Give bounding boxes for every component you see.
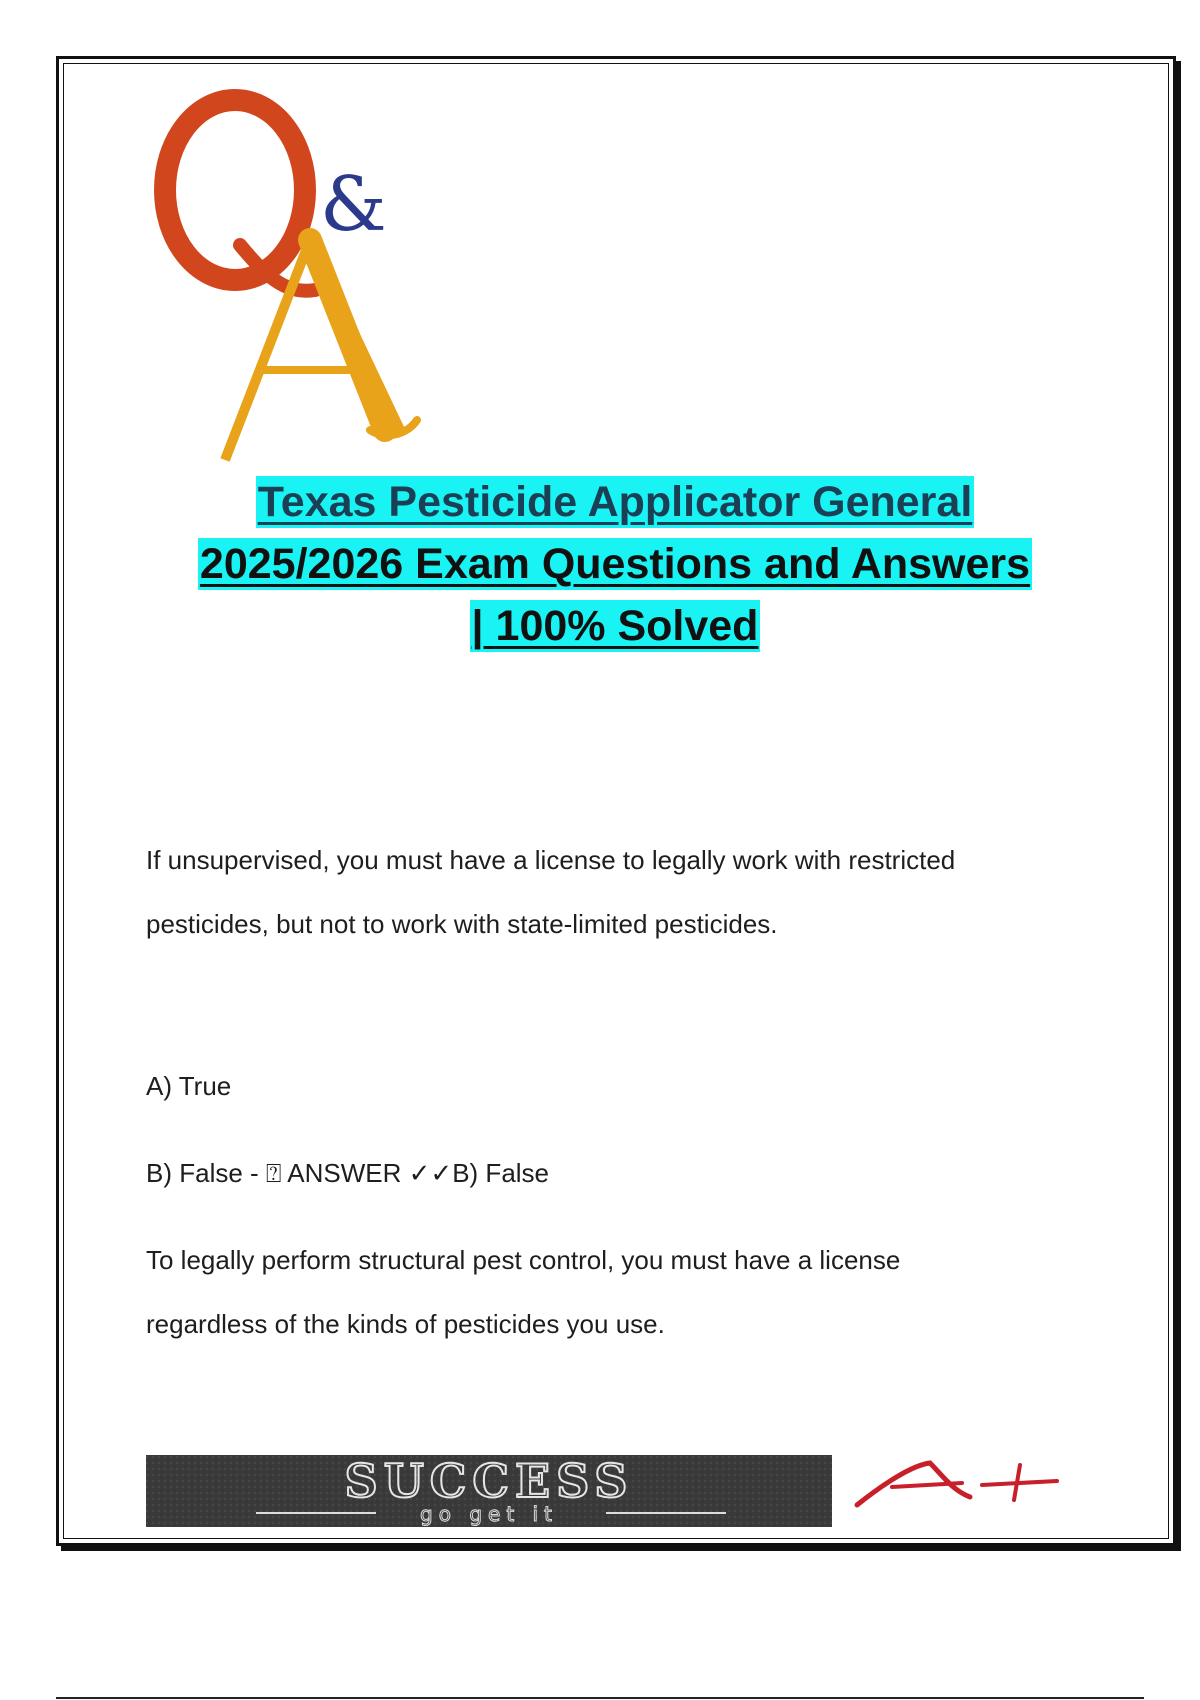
page-bottom-rule: [56, 1697, 1144, 1699]
question-1: [146, 828, 1066, 956]
success-chalkboard-banner: [146, 1455, 832, 1527]
qa-logo: [145, 80, 425, 465]
question-2-line-2: regardless of the kinds of pesticides you use.: [146, 1309, 665, 1339]
question-2: [146, 1228, 1066, 1356]
question-1-option-a: A) True: [146, 1071, 232, 1101]
question-1-line-2: pesticides, but not to work with state-limited pesticides.: [146, 909, 778, 939]
logo-ampersand: &: [320, 160, 387, 248]
question-1-option-b-answer: B) False - ⍰ ANSWER ✓✓B) False: [146, 1158, 550, 1188]
title-line-1: Texas Pesticide Applicator General: [257, 478, 973, 526]
logo-letter-q: [165, 100, 315, 291]
question-2-line-1: To legally perform structural pest control, you must have a license: [146, 1245, 901, 1275]
question-1-line-1: If unsupervised, you must have a license to legally work with restricted: [146, 845, 956, 875]
banner-success-text: SUCCESS: [344, 1455, 634, 1508]
title-line-2: 2025/2026 Exam Questions and Answers: [199, 540, 1031, 588]
document-title: [80, 470, 1150, 656]
title-line-3: | 100% Solved: [471, 602, 759, 650]
banner-subtext: go get it: [420, 1502, 558, 1526]
a-plus-grade-icon: [852, 1455, 1062, 1515]
